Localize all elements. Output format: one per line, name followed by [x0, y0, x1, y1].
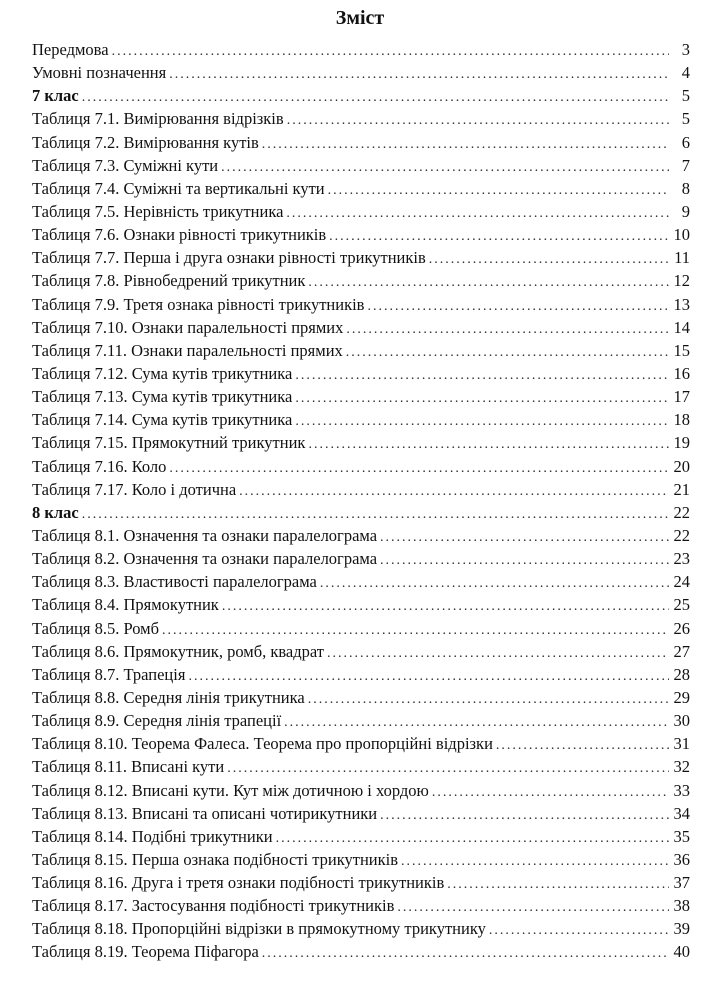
- toc-entry-label: Таблиця 8.11. Вписані кути: [32, 757, 225, 777]
- dot-leader: [82, 503, 669, 526]
- toc-page-number: 20: [673, 456, 690, 476]
- dot-leader: [327, 642, 669, 665]
- toc-entry[interactable]: [32, 478, 690, 501]
- toc-page-number: 28: [673, 664, 690, 684]
- dot-leader: [188, 665, 669, 688]
- toc-page-number: 21: [673, 479, 690, 499]
- toc-entry-label: Таблиця 7.16. Коло: [32, 456, 167, 476]
- toc-entry-label: Таблиця 8.2. Означення та ознаки паралелограма: [32, 549, 378, 569]
- toc-entry-label: Таблиця 8.9. Середня лінія трапеції: [32, 711, 282, 731]
- table-of-contents: [32, 38, 690, 964]
- toc-page-number: 16: [673, 363, 690, 383]
- toc-entry-label: Таблиця 8.7. Трапеція: [32, 664, 186, 684]
- toc-entry-label: Таблиця 8.19. Теорема Піфагора: [32, 942, 259, 962]
- dot-leader: [380, 526, 669, 549]
- toc-entry-label: Таблиця 7.14. Сума кутів трикутника: [32, 410, 293, 430]
- toc-entry[interactable]: [32, 917, 690, 940]
- toc-entry[interactable]: [32, 802, 690, 825]
- toc-page-number: 26: [673, 618, 690, 638]
- toc-entry[interactable]: [32, 570, 690, 593]
- toc-entry[interactable]: [32, 246, 690, 269]
- toc-entry-label: Передмова: [32, 40, 109, 59]
- dot-leader: [284, 711, 669, 734]
- toc-page-number: 13: [673, 294, 690, 314]
- toc-page-number: 29: [673, 687, 690, 707]
- toc-entry-label: Таблиця 7.1. Вимірювання відрізків: [32, 109, 284, 129]
- dot-leader: [308, 271, 669, 294]
- toc-page-number: 36: [673, 849, 690, 869]
- toc-entry-label: Таблиця 7.7. Перша і друга ознаки рівності трикутників: [32, 248, 426, 268]
- toc-entry-label: Таблиця 8.6. Прямокутник, ромб, квадрат: [32, 641, 325, 661]
- toc-page-number: 30: [673, 711, 690, 731]
- toc-entry-label: Таблиця 8.3. Властивості паралелограма: [32, 572, 317, 592]
- toc-page-number: 34: [673, 803, 690, 823]
- toc-entry[interactable]: [32, 593, 690, 616]
- toc-entry-label: Умовні позначення: [32, 63, 167, 83]
- toc-page-number: 3: [681, 40, 690, 59]
- toc-page-number: 22: [673, 502, 690, 522]
- toc-entry[interactable]: [32, 269, 690, 292]
- toc-entry[interactable]: [32, 385, 690, 408]
- toc-entry-label: Таблиця 7.5. Нерівність трикутника: [32, 201, 284, 221]
- dot-leader: [320, 572, 669, 595]
- toc-page-number: 37: [673, 873, 690, 893]
- dot-leader: [162, 619, 669, 642]
- toc-entry[interactable]: [32, 293, 690, 316]
- dot-leader: [346, 341, 669, 364]
- toc-page-number: 10: [673, 225, 690, 245]
- dot-leader: [295, 410, 669, 433]
- toc-entry[interactable]: [32, 686, 690, 709]
- toc-page-number: 19: [673, 433, 690, 453]
- toc-entry[interactable]: [32, 339, 690, 362]
- dot-leader: [82, 86, 669, 109]
- toc-page-number: 33: [673, 780, 690, 800]
- toc-entry-label: Таблиця 8.15. Перша ознака подібності трикутників: [32, 849, 398, 869]
- toc-page-number: 9: [681, 201, 690, 221]
- toc-entry[interactable]: [32, 709, 690, 732]
- toc-entry[interactable]: [32, 547, 690, 570]
- dot-leader: [432, 781, 669, 804]
- dot-leader: [496, 734, 669, 757]
- dot-leader: [221, 156, 669, 179]
- toc-page-number: 27: [673, 641, 690, 661]
- dot-leader: [397, 896, 669, 919]
- dot-leader: [380, 804, 669, 827]
- dot-leader: [169, 457, 669, 480]
- toc-entry-label: Таблиця 7.12. Сума кутів трикутника: [32, 363, 293, 383]
- dot-leader: [286, 202, 669, 225]
- dot-leader: [308, 688, 669, 711]
- toc-page-number: 4: [681, 63, 690, 83]
- toc-page-number: 35: [673, 826, 690, 846]
- toc-page-number: 14: [673, 317, 690, 337]
- toc-entry[interactable]: [32, 848, 690, 871]
- toc-page-number: 5: [681, 86, 690, 106]
- toc-entry-label: Таблиця 8.16. Друга і третя ознаки подібності трикутників: [32, 873, 445, 893]
- toc-entry[interactable]: [32, 223, 690, 246]
- dot-leader: [367, 295, 669, 318]
- toc-entry-label: Таблиця 7.11. Ознаки паралельності прямих: [32, 340, 343, 360]
- toc-section-heading[interactable]: [32, 501, 690, 524]
- toc-entry[interactable]: [32, 61, 690, 84]
- toc-entry[interactable]: [32, 779, 690, 802]
- dot-leader: [239, 480, 669, 503]
- toc-entry[interactable]: [32, 617, 690, 640]
- toc-page-number: 15: [673, 340, 690, 360]
- toc-entry[interactable]: [32, 362, 690, 385]
- dot-leader: [295, 387, 669, 410]
- toc-entry[interactable]: [32, 663, 690, 686]
- toc-page-number: 7: [681, 155, 690, 175]
- toc-entry-label: Таблиця 7.8. Рівнобедрений трикутник: [32, 271, 306, 291]
- toc-page-number: 23: [673, 549, 690, 569]
- dot-leader: [227, 757, 669, 780]
- toc-page-number: 8: [681, 178, 690, 198]
- toc-entry[interactable]: [32, 38, 690, 61]
- toc-entry[interactable]: [32, 107, 690, 130]
- toc-page-number: 32: [673, 757, 690, 777]
- dot-leader: [262, 133, 669, 156]
- toc-entry[interactable]: [32, 894, 690, 917]
- dot-leader: [329, 225, 669, 248]
- toc-entry-label: Таблиця 8.12. Вписані кути. Кут між дотичною і хордою: [32, 780, 429, 800]
- dot-leader: [262, 942, 669, 965]
- toc-page-number: 11: [674, 248, 690, 268]
- toc-entry-label: Таблиця 8.13. Вписані та описані чотирикутники: [32, 803, 378, 823]
- toc-page-number: 17: [673, 387, 690, 407]
- toc-entry-label: Таблиця 7.9. Третя ознака рівності трикутників: [32, 294, 365, 314]
- toc-entry-label: 7 клас: [32, 86, 79, 106]
- dot-leader: [447, 873, 669, 896]
- toc-page-number: 18: [673, 410, 690, 430]
- toc-page-number: 39: [673, 919, 690, 939]
- toc-entry-label: Таблиця 7.3. Суміжні кути: [32, 155, 219, 175]
- page-title: Зміст: [335, 7, 385, 29]
- toc-entry-label: 8 клас: [32, 502, 79, 522]
- toc-page-number: 31: [673, 734, 690, 754]
- toc-entry-label: Таблиця 7.17. Коло і дотична: [32, 479, 237, 499]
- toc-entry-label: Таблиця 7.4. Суміжні та вертикальні кути: [32, 178, 325, 198]
- toc-entry[interactable]: [32, 154, 690, 177]
- dot-leader: [112, 40, 669, 63]
- toc-section-heading[interactable]: [32, 84, 690, 107]
- toc-page-number: 5: [681, 109, 690, 129]
- toc-entry-label: Таблиця 8.5. Ромб: [32, 618, 159, 638]
- dot-leader: [308, 433, 669, 456]
- toc-entry-label: Таблиця 7.2. Вимірювання кутів: [32, 132, 259, 152]
- toc-entry[interactable]: [32, 825, 690, 848]
- toc-entry[interactable]: [32, 200, 690, 223]
- dot-leader: [346, 318, 669, 341]
- toc-entry-label: Таблиця 7.13. Сума кутів трикутника: [32, 387, 293, 407]
- toc-entry[interactable]: [32, 455, 690, 478]
- toc-entry[interactable]: [32, 940, 690, 963]
- toc-page-number: 22: [673, 525, 690, 545]
- toc-page-number: 6: [681, 132, 690, 152]
- toc-entry[interactable]: [32, 177, 690, 200]
- toc-entry-label: Таблиця 8.8. Середня лінія трикутника: [32, 687, 305, 707]
- toc-entry-label: Таблиця 8.14. Подібні трикутники: [32, 826, 273, 846]
- toc-entry[interactable]: [32, 640, 690, 663]
- toc-entry-label: Таблиця 7.15. Прямокутний трикутник: [32, 433, 306, 453]
- toc-page-number: 12: [673, 271, 690, 291]
- toc-entry-label: Таблиця 8.10. Теорема Фалеса. Теорема про пропорційні відрізки: [32, 734, 493, 754]
- dot-leader: [276, 827, 669, 850]
- dot-leader: [287, 109, 669, 132]
- toc-entry[interactable]: [32, 755, 690, 778]
- toc-entry-label: Таблиця 7.10. Ознаки паралельності прямих: [32, 317, 344, 337]
- toc-entry-label: Таблиця 7.6. Ознаки рівності трикутників: [32, 225, 327, 245]
- dot-leader: [380, 549, 669, 572]
- dot-leader: [328, 179, 669, 202]
- dot-leader: [169, 63, 669, 86]
- dot-leader: [401, 850, 669, 873]
- toc-entry[interactable]: [32, 408, 690, 431]
- toc-page-number: 38: [673, 896, 690, 916]
- toc-entry[interactable]: [32, 524, 690, 547]
- toc-entry[interactable]: [32, 871, 690, 894]
- toc-entry-label: Таблиця 8.17. Застосування подібності трикутників: [32, 896, 395, 916]
- dot-leader: [489, 919, 669, 942]
- dot-leader: [222, 595, 669, 618]
- toc-page-number: 25: [673, 595, 690, 615]
- toc-entry-label: Таблиця 8.18. Пропорційні відрізки в прямокутному трикутнику: [32, 919, 486, 939]
- toc-entry[interactable]: [32, 431, 690, 454]
- toc-entry-label: Таблиця 8.1. Означення та ознаки паралелограма: [32, 525, 378, 545]
- toc-entry[interactable]: [32, 316, 690, 339]
- toc-page-number: 40: [673, 942, 690, 962]
- toc-entry[interactable]: [32, 732, 690, 755]
- toc-page-number: 24: [673, 572, 690, 592]
- dot-leader: [429, 248, 669, 271]
- toc-entry-label: Таблиця 8.4. Прямокутник: [32, 595, 219, 615]
- toc-entry[interactable]: [32, 131, 690, 154]
- dot-leader: [295, 364, 669, 387]
